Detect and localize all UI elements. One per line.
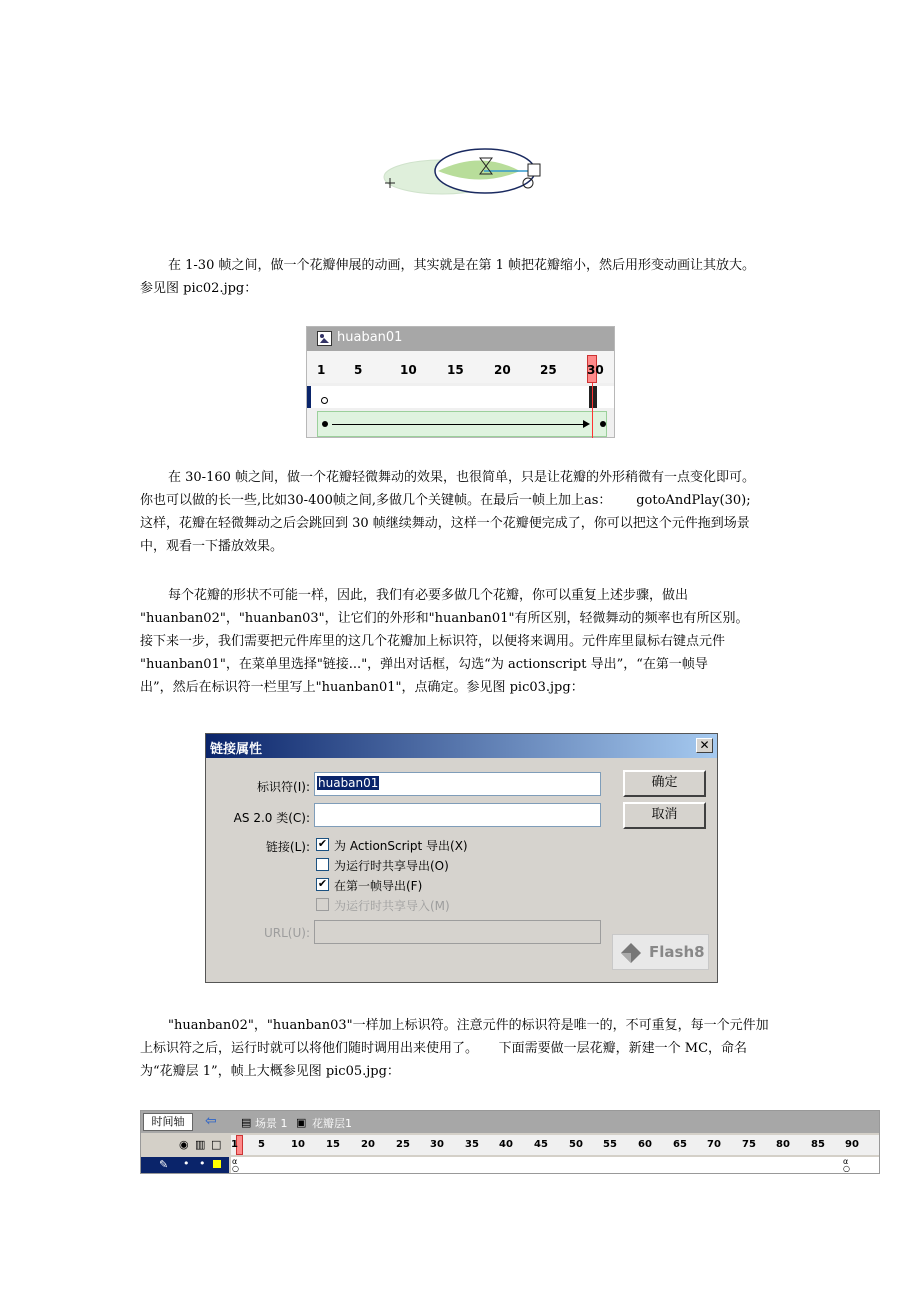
transform-handle <box>528 164 540 176</box>
tween-arrow <box>332 424 587 425</box>
frame-number: 25 <box>396 1139 410 1150</box>
export-first-frame-checkbox[interactable] <box>316 878 329 891</box>
text-line: 为“花瓣层 1”，帧上大概参见图 pic05.jpg： <box>140 1064 400 1079</box>
text-line: 接下来一步，我们需要把元件库里的这几个花瓣加上标识符，以便将来调用。元件库里鼠标右键点元件 <box>140 634 726 649</box>
text-line: 出”，然后在标识符一栏里写上"huanban01"，点确定。参见图 pic03.jpg： <box>140 680 584 695</box>
check-icon: ✔ <box>317 877 328 890</box>
import-runtime-sharing-label: 为运行时共享导入(M) <box>334 899 450 913</box>
frame-ruler <box>231 1135 879 1155</box>
check-icon: ✔ <box>317 837 328 850</box>
text-line: 你也可以做的长一些,比如30-400帧之间,多做几个关键帧。在最后一帧上加上as： gotoAndPlay(30); <box>140 493 751 508</box>
text-line: 中，观看一下播放效果。 <box>140 539 284 554</box>
frame-number: 15 <box>326 1139 340 1150</box>
timeline-title-bar <box>307 327 614 351</box>
frame-number: 65 <box>673 1139 687 1150</box>
frame-number: 80 <box>776 1139 790 1150</box>
symbol-breadcrumb[interactable]: 花瓣层1 <box>312 1117 352 1130</box>
ok-button[interactable]: 确定 <box>623 770 706 797</box>
linkage-properties-dialog <box>205 733 718 983</box>
outline-icon[interactable]: □ <box>211 1138 222 1151</box>
frame-number: 10 <box>400 363 417 377</box>
text-line: "huanban02"，"huanban03"一样加上标识符。注意元件的标识符是唯一的，不可重复，每一个元件加 <box>168 1018 769 1033</box>
layer-row-actions[interactable] <box>307 386 614 408</box>
eye-icon[interactable]: ◉ <box>179 1138 189 1151</box>
frame-number: 60 <box>638 1139 652 1150</box>
paragraph-1 <box>140 254 790 300</box>
frame-number: 20 <box>361 1139 375 1150</box>
frame-number: 1 <box>317 363 326 377</box>
frame-number: 15 <box>447 363 464 377</box>
export-actionscript-label: 为 ActionScript 导出(X) <box>334 839 468 853</box>
layer-frames[interactable] <box>231 1157 879 1173</box>
keyframe-script-marker: α ○ <box>232 1157 239 1173</box>
frame-number: 70 <box>707 1139 721 1150</box>
end-keyframe <box>600 421 606 427</box>
flower-petal-illustration <box>380 140 550 210</box>
as-class-label: AS 2.0 类(C): <box>233 811 310 825</box>
flash8-logo <box>612 934 709 970</box>
flash8-logo-text: Flash8 <box>649 943 705 961</box>
identifier-label: 标识符(I): <box>257 780 310 794</box>
layer-row-tween[interactable] <box>317 411 607 437</box>
close-button[interactable] <box>696 738 713 753</box>
export-runtime-sharing-checkbox[interactable] <box>316 858 329 871</box>
timeline-tab[interactable]: 时间轴 <box>143 1113 193 1131</box>
frame-number: 75 <box>742 1139 756 1150</box>
text-line: "huanban02"，"huanban03"，让它们的外形和"huanban01"有所区别，轻微舞动的频率也有所区别。 <box>140 611 749 626</box>
export-actionscript-checkbox[interactable] <box>316 838 329 851</box>
dialog-title-bar <box>206 734 717 758</box>
start-keyframe <box>322 421 328 427</box>
import-runtime-sharing-checkbox[interactable] <box>316 898 329 911</box>
text-line: "huanban01"，在菜单里选择"链接..."，弹出对话框，勾选“为 actionscript 导出”，“在第一帧导 <box>140 657 708 672</box>
scene-breadcrumb[interactable]: 场景 1 <box>255 1117 288 1130</box>
paragraph-4 <box>140 1014 790 1083</box>
frame-number: 25 <box>540 363 557 377</box>
frame-number: 55 <box>603 1139 617 1150</box>
frame-number: 85 <box>811 1139 825 1150</box>
keyframe-script-marker: α ○ <box>843 1157 850 1173</box>
frame-number: 40 <box>499 1139 513 1150</box>
movieclip-icon <box>317 331 332 346</box>
action-keyframe <box>589 386 597 408</box>
scene-icon: ▤ <box>241 1116 252 1129</box>
timeline-panel <box>140 1110 880 1174</box>
url-label: URL(U): <box>264 926 310 940</box>
timeline-toolbar <box>141 1111 879 1133</box>
frame-number: 45 <box>534 1139 548 1150</box>
symbol-name: huaban01 <box>337 330 403 345</box>
paragraph-2 <box>140 466 790 558</box>
export-first-frame-label: 在第一帧导出(F) <box>334 879 423 893</box>
lock-icon[interactable]: ▥ <box>195 1138 206 1151</box>
back-arrow-icon[interactable]: ⇦ <box>205 1113 217 1129</box>
as-class-input[interactable] <box>314 803 601 827</box>
identifier-value: huaban01 <box>318 776 379 790</box>
timeline-huaban01 <box>306 326 615 438</box>
frame-number: 90 <box>845 1139 859 1150</box>
flash-logo-icon <box>619 941 643 965</box>
pencil-icon: ✎ <box>159 1158 169 1171</box>
text-line: 在 30-160 帧之间，做一个花瓣轻微舞动的效果，也很简单，只是让花瓣的外形稍微有一点变化即可。 <box>168 470 756 485</box>
text-line: 在 1-30 帧之间，做一个花瓣伸展的动画，其实就是在第 1 帧把花瓣缩小，然后用形变动画让其放大。 <box>168 258 756 273</box>
frame-number: 10 <box>291 1139 305 1150</box>
frame-number: 30 <box>587 363 604 377</box>
playhead-line <box>592 383 593 438</box>
frame-number: 5 <box>354 363 363 377</box>
paragraph-3 <box>140 584 790 699</box>
export-runtime-sharing-label: 为运行时共享导出(O) <box>334 859 449 873</box>
cancel-button[interactable]: 取消 <box>623 802 706 829</box>
dialog-title: 链接属性 <box>210 742 263 757</box>
frame-number: 35 <box>465 1139 479 1150</box>
identifier-input[interactable] <box>314 772 601 796</box>
layer-header <box>141 1135 229 1155</box>
movieclip-icon: ▣ <box>296 1116 307 1129</box>
lock-dot-icon[interactable]: • <box>199 1157 206 1170</box>
frame-number: 1 <box>231 1139 238 1150</box>
text-line: 上标识符之后，运行时就可以将他们随时调用出来使用了。 下面需要做一层花瓣，新建一个 MC，命名 <box>140 1041 748 1056</box>
tween-arrow-head <box>583 420 590 428</box>
visibility-dot-icon[interactable]: • <box>183 1157 190 1170</box>
text-line: 每个花瓣的形状不可能一样，因此，我们有必要多做几个花瓣，你可以重复上述步骤，做出 <box>168 588 689 603</box>
frame-number: 5 <box>258 1139 265 1150</box>
layer-color-swatch[interactable] <box>213 1160 221 1168</box>
frame-number: 30 <box>430 1139 444 1150</box>
text-line: 参见图 pic02.jpg： <box>140 281 258 296</box>
frame-number: 20 <box>494 363 511 377</box>
layer-row-selected[interactable] <box>141 1157 229 1173</box>
url-input[interactable] <box>314 920 601 944</box>
layer-selection-marker <box>307 386 311 408</box>
frame-ruler <box>307 351 614 383</box>
empty-keyframe <box>321 397 328 404</box>
linkage-label: 链接(L): <box>265 840 310 854</box>
frame-number: 50 <box>569 1139 583 1150</box>
text-line: 这样，花瓣在轻微舞动之后会跳回到 30 帧继续舞动，这样一个花瓣便完成了，你可以把这个元件拖到场景 <box>140 516 750 531</box>
close-icon: ✕ <box>699 738 710 752</box>
